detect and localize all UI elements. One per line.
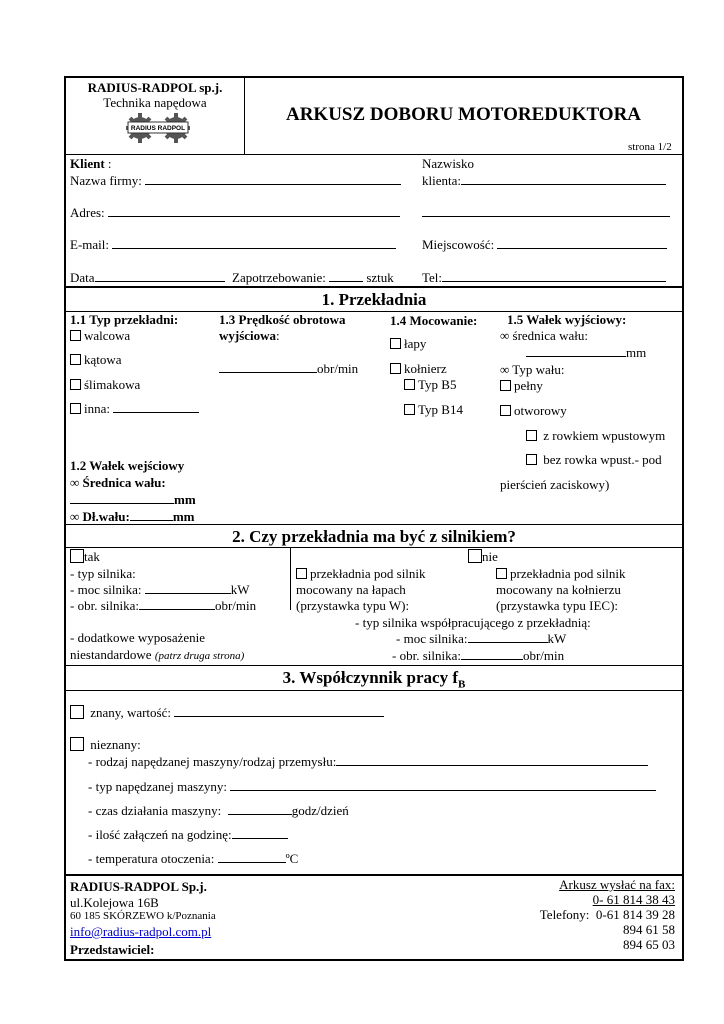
email-field[interactable]: E-mail:: [70, 237, 396, 253]
machine-kind-field[interactable]: - rodzaj napędzanej maszyny/rodzaj przemysłu:: [88, 754, 648, 770]
section-1-title: 1. Przekładnia: [321, 290, 427, 309]
section-2-title: 2. Czy przekładnia ma być z silnikiem?: [232, 527, 516, 546]
motor-yes-checkbox[interactable]: tak: [70, 549, 100, 565]
page-number: strona 1/2: [628, 141, 672, 153]
gear-type-katowa[interactable]: kątowa: [70, 352, 122, 368]
output-shaft-diameter-label: ∞ średnica wału:: [500, 328, 588, 343]
output-shaft-label: 1.5 Wałek wyjściowy:: [507, 312, 627, 327]
machine-type-field[interactable]: - typ napędzanej maszyny:: [88, 779, 656, 795]
mounting-kolnierz[interactable]: kołnierz: [390, 361, 447, 377]
input-shaft-label: 1.2 Wałek wejściowy: [70, 458, 185, 473]
speed-label: 1.3 Prędkość obrotowa: [219, 312, 346, 327]
tel-field[interactable]: Tel:: [422, 270, 666, 286]
motor-no-checkbox[interactable]: nie: [468, 549, 498, 565]
address-field[interactable]: Adres:: [70, 205, 400, 221]
surname-label: Nazwisko: [422, 156, 474, 171]
speed-label-2: wyjściowa:: [219, 328, 280, 343]
city-field[interactable]: Miejscowość:: [422, 237, 667, 253]
phone-2: 894 61 58: [623, 922, 675, 937]
foot-mount-option[interactable]: przekładnia pod silnik: [296, 566, 426, 582]
foot-mount-type: (przystawka typu W):: [296, 598, 410, 613]
company-logo: [126, 110, 190, 154]
flange-mount-option[interactable]: przekładnia pod silnik: [496, 566, 626, 582]
shaft-with-keyway[interactable]: z rowkiem wpustowym: [526, 428, 665, 444]
factor-known-field[interactable]: znany, wartość:: [70, 705, 384, 721]
flange-mount-desc: mocowany na kołnierzu: [496, 582, 621, 597]
gear-type-walcowa[interactable]: walcowa: [70, 328, 130, 344]
speed-field[interactable]: obr/min: [219, 361, 358, 377]
phone-1: Telefony: 0-61 814 39 28: [539, 907, 675, 922]
date-field[interactable]: Data: [70, 270, 225, 286]
motor-type-label: - typ silnika:: [70, 566, 136, 581]
footer-city: 60 185 SKÓRZEWO k/Poznania: [70, 910, 216, 922]
shaft-clamp-ring-note: pierścień zaciskowy): [500, 477, 610, 492]
coop-motor-type-label: - typ silnika współpracującego z przekładnią:: [355, 615, 591, 630]
operating-time-field[interactable]: - czas działania maszyny: godz/dzień: [88, 803, 349, 818]
mounting-b5[interactable]: Typ B5: [404, 377, 456, 393]
footer-email-link[interactable]: info@radius-radpol.com.pl: [70, 924, 212, 939]
fax-label: Arkusz wysłać na fax:: [559, 877, 675, 892]
gear-type-label: 1.1 Typ przekładni:: [70, 312, 179, 327]
coop-motor-power-field[interactable]: - moc silnika: kW: [396, 631, 567, 646]
motor-power-field[interactable]: - moc silnika: kW: [70, 582, 250, 597]
motor-speed-field[interactable]: - obr. silnika: obr/min: [70, 598, 257, 613]
mounting-label: 1.4 Mocowanie:: [390, 313, 478, 328]
factor-unknown-checkbox[interactable]: nieznany:: [70, 737, 141, 753]
coop-motor-speed-field[interactable]: - obr. silnika: obr/min: [392, 648, 565, 663]
ambient-temperature-field[interactable]: - temperatura otoczenia: ºC: [88, 851, 299, 866]
mounting-lapy[interactable]: łapy: [390, 336, 426, 352]
output-shaft-diameter-field[interactable]: mm: [526, 345, 646, 361]
foot-mount-desc: mocowany na łapach: [296, 582, 406, 597]
company-name: RADIUS-RADPOL sp.j.: [87, 80, 223, 95]
form-title: ARKUSZ DOBORU MOTOREDUKTORA: [285, 104, 642, 125]
gear-type-inna[interactable]: inna:: [70, 401, 199, 417]
flange-mount-type: (przystawka typu IEC):: [496, 598, 619, 613]
surname-field[interactable]: klienta:: [422, 173, 666, 189]
footer-company: RADIUS-RADPOL Sp.j.: [70, 879, 207, 894]
svg-text:RADIUS RADPOL: RADIUS RADPOL: [130, 125, 186, 132]
representative-label: Przedstawiciel:: [70, 942, 155, 957]
phone-3: 894 65 03: [623, 937, 675, 952]
extra-equipment-label: - dodatkowe wyposażenie: [70, 630, 206, 645]
company-name-field[interactable]: Nazwa firmy:: [70, 173, 401, 189]
address-field-2[interactable]: [422, 205, 670, 221]
mounting-b14[interactable]: Typ B14: [404, 402, 463, 418]
company-subtitle: Technika napędowa: [103, 95, 207, 110]
demand-field[interactable]: Zapotrzebowanie: sztuk: [232, 270, 394, 285]
extra-equipment-label-2: niestandardowe (patrz druga strona): [70, 647, 245, 662]
shaft-otworowy[interactable]: otworowy: [500, 403, 567, 419]
shaft-without-keyway[interactable]: bez rowka wpust.- pod: [526, 452, 662, 468]
output-shaft-type-label: ∞ Typ wału:: [500, 362, 565, 377]
starts-per-hour-field[interactable]: - ilość załączeń na godzinę:: [88, 827, 288, 843]
gear-type-slimakowa[interactable]: ślimakowa: [70, 377, 140, 393]
input-shaft-length-field[interactable]: ∞ Dł.wału: mm: [70, 509, 195, 524]
client-label: Klient :: [70, 156, 112, 171]
input-shaft-diameter-field[interactable]: mm: [70, 492, 196, 508]
section-3-title: 3. Współczynnik pracy $f_B$: [282, 668, 466, 691]
shaft-pelny[interactable]: pełny: [500, 378, 543, 394]
input-shaft-diameter-label: ∞ Średnica wału:: [70, 475, 166, 490]
footer-street: ul.Kolejowa 16B: [70, 895, 159, 910]
fax-number: 0- 61 814 38 43: [592, 892, 675, 907]
